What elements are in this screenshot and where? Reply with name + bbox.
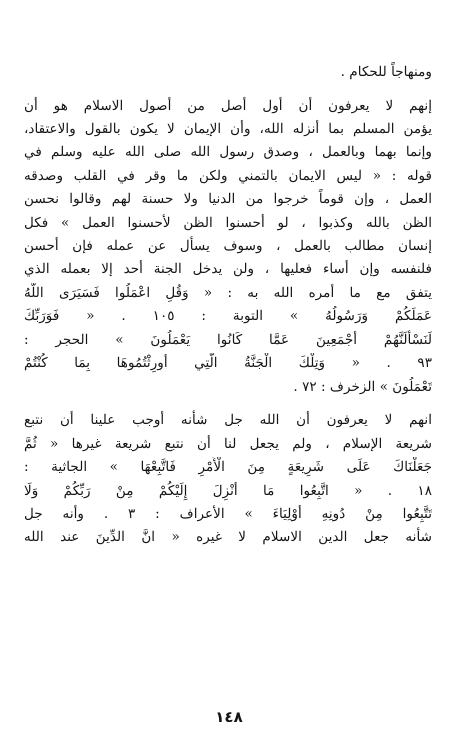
text-line: العمل ، وإن قوماً خرجوا من الدنيا ولا حسنة لهم وقالوا نحسن (24, 191, 432, 207)
text-line: جَعَلْنَاكَ عَلَى شَرِيعَةٍ مِنَ الْأَمْرِ فَاتَّبِعْهَا » الجاثية : (24, 459, 432, 475)
text-line: قوله : « ليس الايمان بالتمني ولكن ما وقر في القلب وصدقه (24, 168, 432, 184)
text-line: ومنهاجاً للحكام . (340, 64, 432, 80)
text-line: إنسان مطالب بالعمل ، وسوف يسأل عن عمله فإن أحسن (24, 238, 432, 254)
text-line: تَعْمَلُونَ » الزخرف : ٧٢ . (293, 379, 432, 395)
text-line: وإنما بهما وبالعمل ، وصدق رسول الله صلى الله عليه وسلم في (24, 144, 432, 160)
text-line: ١٨ . « اتَّبِعُوا مَا أُنْزِلَ إِلَيْكُمْ مِنْ رَبِّكُمْ وَلَا (24, 483, 432, 499)
text-line: شأنه جعل الدين الاسلام لا غيره « انَّ الدِّينَ عند الله (24, 529, 432, 545)
text-line: لَنَسْأَلَنَّهُمْ أَجْمَعِينَ عَمَّا كَانُوا يَعْمَلُونَ » الحجر : (24, 332, 432, 348)
text-line: شريعة الإسلام ، ولم يجعل لنا أن نتبع شريعة غيرها « ثُمَّ (24, 436, 432, 452)
text-line: تَتَّبِعُوا مِنْ دُونِهِ أَوْلِيَاءَ » الأعراف : ٣ . وأنه جل (24, 506, 432, 522)
text-line: فلنفسه وإن أساء فعليها ، ولن يدخل الجنة أحد إلا بعمله الذي (24, 261, 432, 277)
text-line: إنهم لا يعرفون أن أول أصل من أصول الاسلام هو أن (24, 98, 432, 114)
text-line: يؤمن المسلم بما أنزله الله، وأن الإيمان لا يكون بالقول والاعتقاد، (24, 121, 432, 137)
text-line: الظن بالله وكذبوا ، لو أحسنوا الظن لأحسنوا العمل » فكل (24, 215, 432, 231)
text-line: ٩٣ . « وَتِلْكَ الْجَنَّةُ الَّتِي أُورِثْتُمُوهَا بِمَا كُنْتُمْ (24, 355, 432, 371)
text-line: عَمَلَكُمْ وَرَسُولُهُ » التوبة : ١٠٥ . « فَوَرَبِّكَ (24, 308, 432, 324)
text-line: انهم لا يعرفون أن الله جل شأنه أوجب علينا أن نتبع (24, 412, 432, 428)
page-number: ١٤٨ (215, 708, 243, 726)
text-line: يتفق مع ما أمره الله به : « وَقُلِ اعْمَلُوا فَسَيَرَى اللَّهُ (24, 285, 432, 301)
